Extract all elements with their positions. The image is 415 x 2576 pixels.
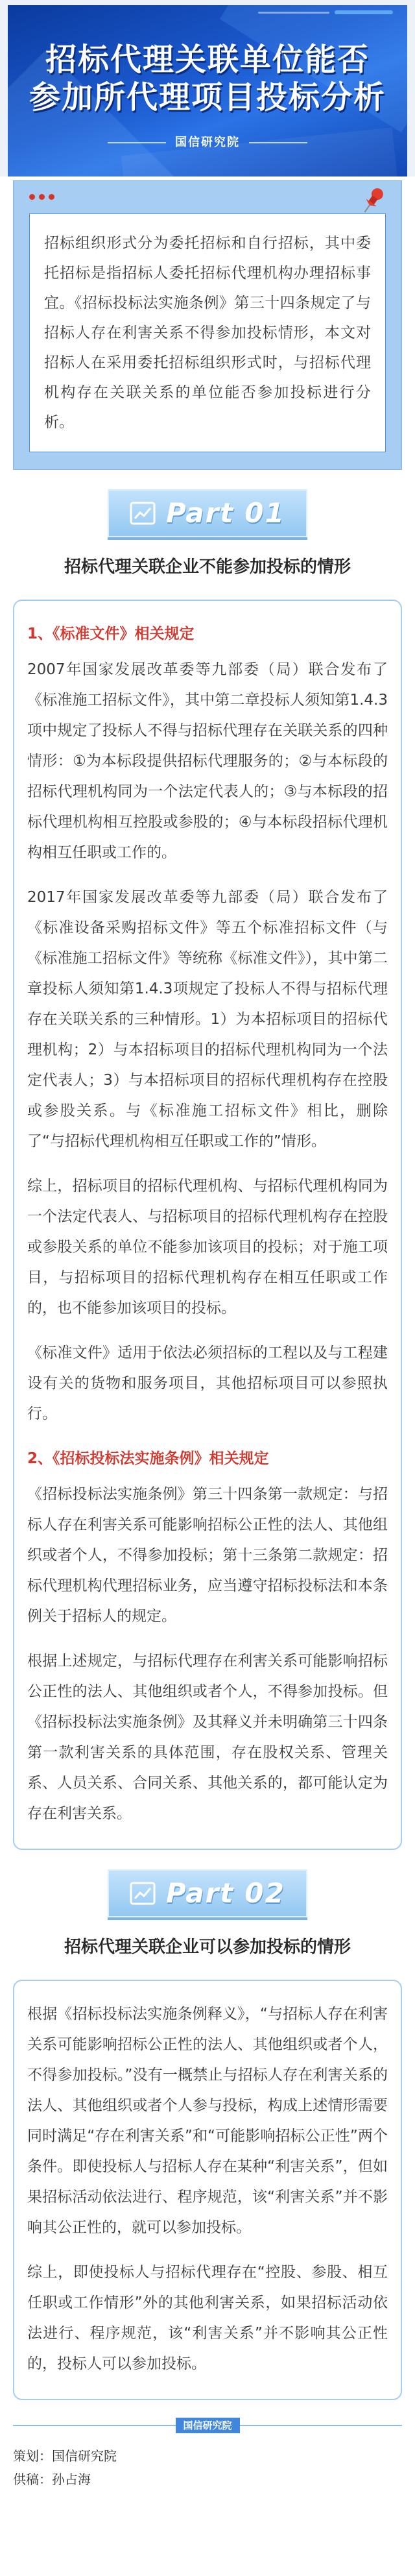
footer-divider — [13, 2417, 402, 2434]
part-number: 02 — [244, 1877, 285, 1909]
credit-value: 孙占海 — [52, 2472, 91, 2487]
section-1-content-box — [13, 600, 402, 1850]
paragraph: 综上，招标项目的招标代理机构、与招标代理机构同为一个法定代表人、与招标项目的招标代理机构存在控股或参股关系的单位不能参加该项目的投标；对于施工项目，与招标项目的招标代理机构存在相互任职或工作的，也不能参加该项目的投标。 — [27, 1178, 388, 1317]
footer-rule-right — [240, 2425, 403, 2426]
paragraph: 2007年国家发展改革委等九部委（局）联合发布了《标准施工招标文件》，其中第二章投标人须知第1.4.3项中规定了投标人不得与招标代理存在关联关系的四种情形：①为本标段提供招标代理服务的；②与本标段的招标代理机构同为一个法定代表人的；③与本标段的招标代理机构相互控股或参股的；④与本标段招标代理机构相互任职或工作的。 — [27, 661, 388, 861]
paragraph: 根据《招标投标法实施条例释义》，“与招标人存在利害关系可能影响招标公正性的法人、其他组织或者个人，不得参加投标。”没有一概禁止与招标人存在利害关系的法人、其他组织或者个人参与投标，构成上述情形需要同时满足“存在利害关系”和“可能影响招标公正性”两个条件。即使投标人与招标人存在某种“利害关系”，但如果招标活动依法进行、程序规范，该“利害关系”并不影响其公正性的，就可以参加投标。 — [27, 2006, 388, 2236]
part-word: Part — [166, 497, 235, 529]
subsection-1-title: 1、《标准文件》相关规定 — [27, 626, 195, 642]
credit-label: 供稿： — [13, 2472, 52, 2487]
red-dot — [29, 194, 35, 200]
part-01-badge — [108, 489, 307, 537]
top-decoration-bar — [335, 10, 393, 14]
paragraph: 根据上述规定，与招标代理存在利害关系可能影响招标公正性的法人、其他组织或者个人，不得参加投标。但《招标投标法实施条例》及其释义并未明确第三十四条第一款利害关系的具体范围，存在股权关系、管理关系、人员关系、合同关系、其他关系的，都可能认定为存在利害关系。 — [27, 1653, 388, 1822]
section-2-content-box — [13, 1980, 402, 2400]
top-decoration-line — [258, 12, 329, 14]
credit-planner — [13, 2444, 402, 2468]
credit-label: 策划： — [13, 2448, 52, 2464]
paragraph: 《招标投标法实施条例》第三十四条第一款规定：与招标人存在利害关系可能影响招标公正性的法人、其他组织或者个人，不得参加投标；第十三条第二款规定：招标代理机构代理招标业务，应当遵守招标投标法和本条例关于招标人的规定。 — [27, 1486, 388, 1625]
chart-icon — [130, 1882, 156, 1905]
subtitle-rule-left — [108, 142, 166, 143]
subtitle-text: 国信研究院 — [175, 136, 240, 149]
section-2-heading: 招标代理关联企业可以参加投标的情形 — [64, 1938, 351, 1957]
subtitle-rule-right — [249, 142, 307, 143]
credit-contributor — [13, 2468, 402, 2491]
credit-value: 国信研究院 — [52, 2448, 117, 2464]
banner-subtitle — [8, 135, 407, 151]
intro-text-box — [29, 213, 386, 452]
footer-rule-left — [13, 2425, 176, 2426]
header — [0, 0, 415, 176]
paragraph: 综上，即使投标人与招标代理存在“控股、参股、相互任职或工作情形”外的其他利害关系，如果招标活动依法进行、程序规范，该“利害关系”并不影响其公正性的，投标人可以参加投标。 — [27, 2264, 388, 2372]
paragraph: 2017年国家发展改革委等九部委（局）联合发布了《标准设备采购招标文件》等五个标准招标文件（与《标准施工招标文件》等统称《标准文件》），其中第二章投标人须知第1.4.3项规定了投标人不得与招标代理存在关联关系的三种情形。1）为本招标项目的招标代理机构；2）与本招标项目的招标代理机构同为一个法定代表人；3）与本招标项目的招标代理机构存在控股或参股关系。与《标准施工招标文件》相比，删除了“与招标代理机构相互任职或工作的”情形。 — [27, 889, 388, 1150]
paragraph: 《标准文件》适用于依法必须招标的工程以及与工程建设有关的货物和服务项目，其他招标项目可以参照执行。 — [27, 1344, 388, 1422]
intro-panel — [13, 180, 402, 470]
credits — [13, 2444, 402, 2491]
chart-icon — [130, 502, 156, 525]
page-title — [8, 41, 407, 116]
part-02-badge — [108, 1869, 307, 1917]
part-word: Part — [166, 1877, 235, 1909]
title-line-2: 参加所代理项目投标分析 — [29, 79, 386, 115]
red-dots-decoration — [29, 194, 54, 200]
part-number: 01 — [244, 497, 285, 529]
title-line-1: 招标代理关联单位能否 — [45, 42, 370, 78]
footer-tag: 国信研究院 — [176, 2418, 240, 2433]
pushpin-icon — [357, 185, 388, 216]
title-banner — [8, 5, 407, 176]
subsection-2-title: 2、《招标投标法实施条例》相关规定 — [27, 1450, 269, 1467]
intro-paragraph: 招标组织形式分为委托招标和自行招标，其中委托招标是指招标人委托招标代理机构办理招标事宜。《招标投标法实施条例》第三十四条规定了与招标人存在利害关系不得参加投标情形，本文对招标人在采用委托招标组织形式时，与招标代理机构存在关联关系的单位能否参加投标进行分析。 — [44, 235, 371, 431]
section-1-heading: 招标代理关联企业不能参加投标的情形 — [64, 557, 351, 577]
red-dot — [49, 194, 54, 200]
red-dot — [39, 194, 45, 200]
